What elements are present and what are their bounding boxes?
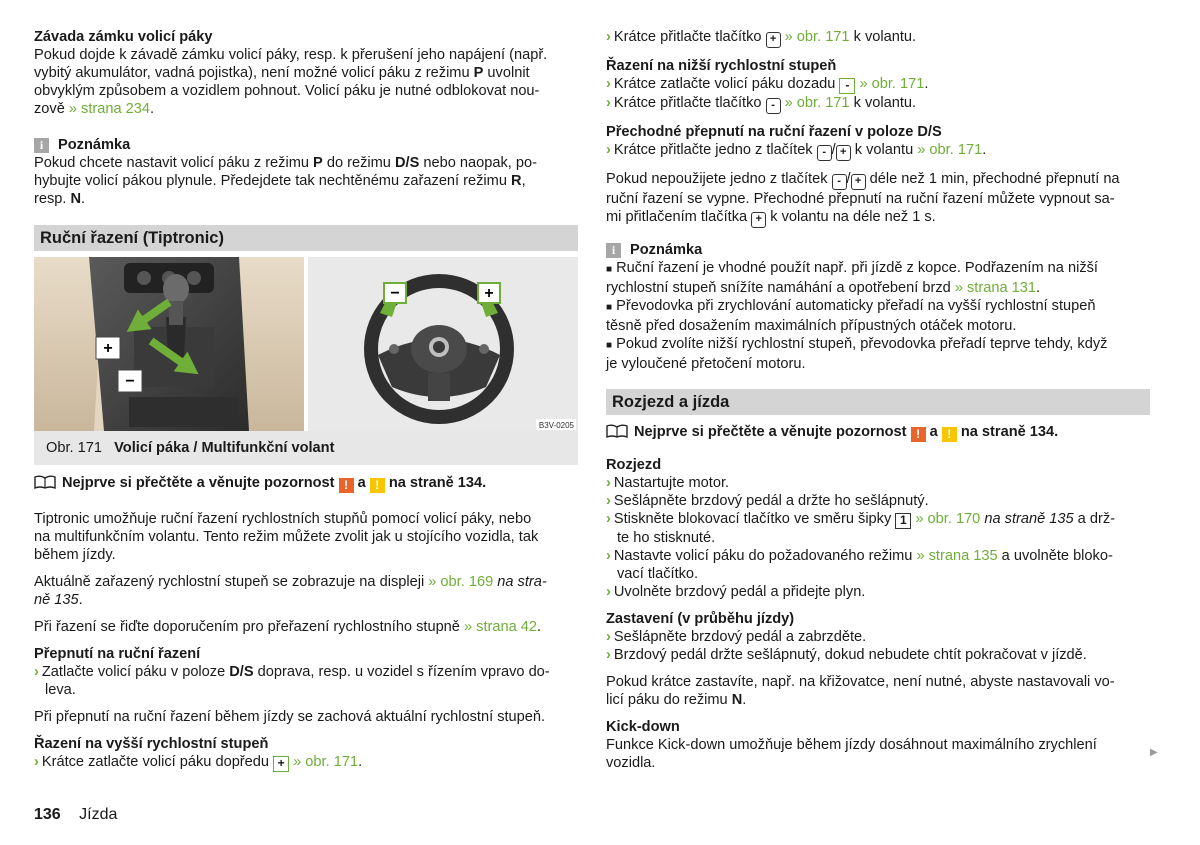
link-page-234[interactable]: » strana 234 [68, 101, 151, 117]
paragraph-line: vybitý akumulátor, vadná pojistka), není možné volicí páku z režimu P uvolnit [34, 65, 530, 81]
step-line: › Zatlačte volicí páku v poloze D/S doprava, resp. u vozidel s řízením vpravo do- [34, 664, 550, 680]
warning-yellow-icon: ! [942, 427, 957, 442]
step-line: › Nastavte volicí páku do požadovaného režimu » strana 135 a uvolněte bloko- [606, 548, 1113, 564]
left-column [34, 28, 578, 772]
book-icon [606, 424, 628, 438]
note-line: rychlostní stupeň snížíte namáhání a opotřebení brzd » strana 131. [606, 280, 1041, 296]
step-line: › Sešlápněte brzdový pedál a zabrzděte. [606, 629, 867, 645]
note-line: hybujte volicí pákou plynule. Předejdete tak nechtěnému zařazení režimu R, [34, 173, 526, 189]
arrow-icon: › [606, 29, 611, 45]
paragraph-line: obvyklým způsobem a vozidlem pohnout. Volicí páku je nutné odblokovat nou- [34, 83, 540, 99]
step-line: › Sešlápněte brzdový pedál a držte ho sešlápnutý. [606, 493, 929, 509]
heading-temporary-manual: Přechodné přepnutí na ruční řazení v poloze D/S [606, 124, 942, 140]
note-line: je vyloučené přetočení motoru. [606, 356, 806, 372]
paragraph-line: Pokud nepoužijete jedno z tlačítek - / + déle než 1 min, přechodné přepnutí na [606, 170, 1150, 190]
note-bullet: ■ Převodovka při zrychlování automaticky přeřadí na vyšší rychlostní stupeň [606, 298, 1096, 314]
minus-key-icon: - [839, 78, 855, 94]
svg-text:+: + [484, 285, 494, 302]
paragraph-line: Pokud krátce zastavíte, např. na křižovatce, není nutné, abyste nastavovali vo- [606, 674, 1115, 690]
bullet-icon: ■ [606, 340, 613, 351]
arrow-icon: › [606, 76, 611, 92]
continue-arrow-icon: ▶ [1150, 747, 1158, 758]
chapter-name: Jízda [79, 806, 118, 823]
bullet-icon: ■ [606, 302, 613, 313]
step-line: › Krátce přitlačte tlačítko - » obr. 171 k volantu. [606, 94, 1150, 114]
warning-red-icon: ! [339, 478, 354, 493]
paragraph-line: ně 135. [34, 592, 83, 608]
info-icon: i [34, 138, 49, 153]
link-fig-171[interactable]: » obr. 171 [784, 29, 850, 45]
note-heading: i Poznámka [606, 241, 1150, 259]
heading-shift-down: Řazení na nižší rychlostní stupeň [606, 58, 837, 74]
warning-reference: Nejprve si přečtěte a věnujte pozornost ! a ! na straně 134. [606, 423, 1150, 442]
arrow-icon: › [606, 475, 611, 491]
page-footer [34, 806, 117, 824]
figure-code: B3V-0205 [538, 421, 574, 430]
svg-text:+: + [103, 340, 113, 357]
svg-text:−: − [390, 285, 400, 302]
step-line: › Nastartujte motor. [606, 475, 730, 491]
minus-button-icon: - [832, 174, 847, 190]
warning-red-icon: ! [911, 427, 926, 442]
heading-shift-up: Řazení na vyšší rychlostní stupeň [34, 736, 269, 752]
figure-171 [34, 257, 578, 431]
svg-text:−: − [125, 373, 135, 390]
note-line: Pokud chcete nastavit volicí páku z režimu P do režimu D/S nebo naopak, po- [34, 155, 537, 171]
arrow-icon: › [34, 664, 39, 680]
paragraph-line: licí páku do režimu N. [606, 692, 747, 708]
warning-reference: Nejprve si přečtěte a věnujte pozornost ! a ! na straně 134. [34, 474, 578, 493]
link-fig-171[interactable]: » obr. 171 [784, 95, 850, 111]
step-line: leva. [45, 682, 76, 698]
arrow-icon: › [606, 647, 611, 663]
heading-manual-switch: Přepnutí na ruční řazení [34, 646, 201, 662]
step-line: › Uvolněte brzdový pedál a přidejte plyn. [606, 584, 866, 600]
paragraph-line: Pokud dojde k závadě zámku volicí páky, resp. k přerušení jeho napájení (např. [34, 47, 548, 63]
paragraph-line: Aktuálně zařazený rychlostní stupeň se zobrazuje na displeji » obr. 169 na stra- [34, 574, 547, 590]
link-fig-171[interactable]: » obr. 171 [293, 754, 359, 770]
note-bullet: ■ Pokud zvolíte nižší rychlostní stupeň, převodovka přeřadí teprve tehdy, když [606, 336, 1108, 352]
arrow-icon: › [606, 511, 611, 527]
paragraph-line: Tiptronic umožňuje ruční řazení rychlostních stupňů pomocí volicí páky, nebo [34, 511, 532, 527]
arrow-icon: › [606, 493, 611, 509]
arrow-icon: › [606, 584, 611, 600]
section-title-tiptronic: Ruční řazení (Tiptronic) [34, 225, 578, 251]
step-line: te ho stisknuté. [617, 530, 716, 546]
plus-button-icon: + [766, 32, 781, 48]
paragraph-line: zově » strana 234. [34, 101, 155, 117]
arrow-icon: › [606, 142, 611, 158]
paragraph-line: vozidla. [606, 755, 656, 771]
note-bullet: ■ Ruční řazení je vhodné použít např. při jízdě z kopce. Podřazením na nižší [606, 260, 1098, 276]
plus-key-icon: + [273, 756, 289, 772]
step-line: › Krátce přitlačte tlačítko + » obr. 171 k volantu. [606, 28, 1150, 48]
note-heading: i Poznámka [34, 136, 578, 154]
figure-caption: Obr. 171 Volicí páka / Multifunkční volant [34, 431, 578, 465]
step-line: vací tlačítko. [617, 566, 699, 582]
link-page-131[interactable]: » strana 131 [954, 280, 1036, 296]
arrow-number-key: 1 [895, 513, 911, 529]
link-page-135[interactable]: » strana 135 [916, 548, 998, 564]
plus-button-icon: + [836, 145, 851, 161]
section-title-driving: Rozjezd a jízda [606, 389, 1150, 415]
heading-lock-fault: Závada zámku volicí páky [34, 29, 213, 45]
book-icon [34, 475, 56, 489]
plus-button-icon: + [851, 174, 866, 190]
heading-kickdown: Kick-down [606, 719, 680, 735]
link-page-42[interactable]: » strana 42 [463, 619, 538, 635]
arrow-icon: › [606, 95, 611, 111]
minus-button-icon: - [766, 98, 781, 114]
paragraph-line: ruční řazení se vypne. Přechodné přepnutí na ruční řazení můžete vypnout sa- [606, 191, 1115, 207]
minus-button-icon: - [817, 145, 832, 161]
link-fig-171[interactable]: » obr. 171 [917, 142, 983, 158]
link-fig-170[interactable]: » obr. 170 [911, 511, 981, 527]
step-line: › Stiskněte blokovací tlačítko ve směru šipky 1 » obr. 170 na straně 135 a drž- [606, 511, 1115, 527]
paragraph-line: mi přitlačením tlačítka + k volantu na déle než 1 s. [606, 208, 1150, 228]
step-line: › Krátce zatlačte volicí páku dozadu - » obr. 171. [606, 76, 929, 92]
plus-button-icon: + [751, 212, 766, 228]
info-icon: i [606, 243, 621, 258]
page-number: 136 [34, 806, 61, 823]
arrow-icon: › [34, 754, 39, 770]
note-line: resp. N. [34, 191, 86, 207]
paragraph-line: Při přepnutí na ruční řazení během jízdy se zachová aktuální rychlostní stupeň. [34, 709, 546, 725]
paragraph-line: Funkce Kick-down umožňuje během jízdy dosáhnout maximálního zrychlení [606, 737, 1097, 753]
step-line: › Krátce přitlačte jedno z tlačítek - / + k volantu » obr. 171. [606, 141, 1150, 161]
arrow-icon: › [606, 629, 611, 645]
link-fig-169[interactable]: » obr. 169 [428, 574, 494, 590]
note-line: těsně před dosažením maximálních přípustných otáček motoru. [606, 318, 1017, 334]
link-fig-171[interactable]: » obr. 171 [859, 76, 925, 92]
figure-illustration [34, 257, 578, 431]
step-line: › Krátce zatlačte volicí páku dopředu + » obr. 171. [34, 754, 363, 770]
paragraph-line: Při řazení se řiďte doporučením pro přeřazení rychlostního stupně » strana 42. [34, 619, 542, 635]
arrow-icon: › [606, 548, 611, 564]
step-line: › Brzdový pedál držte sešlápnutý, dokud nebudete chtít pokračovat v jízdě. [606, 647, 1087, 663]
heading-stop: Zastavení (v průběhu jízdy) [606, 611, 795, 627]
right-column [606, 28, 1150, 772]
bullet-icon: ■ [606, 264, 613, 275]
paragraph-line: na multifunkčním volantu. Tento režim můžete zvolit jak u stojícího vozidla, tak [34, 529, 539, 545]
warning-yellow-icon: ! [370, 478, 385, 493]
paragraph-line: během jízdy. [34, 547, 116, 563]
heading-start: Rozjezd [606, 457, 662, 473]
